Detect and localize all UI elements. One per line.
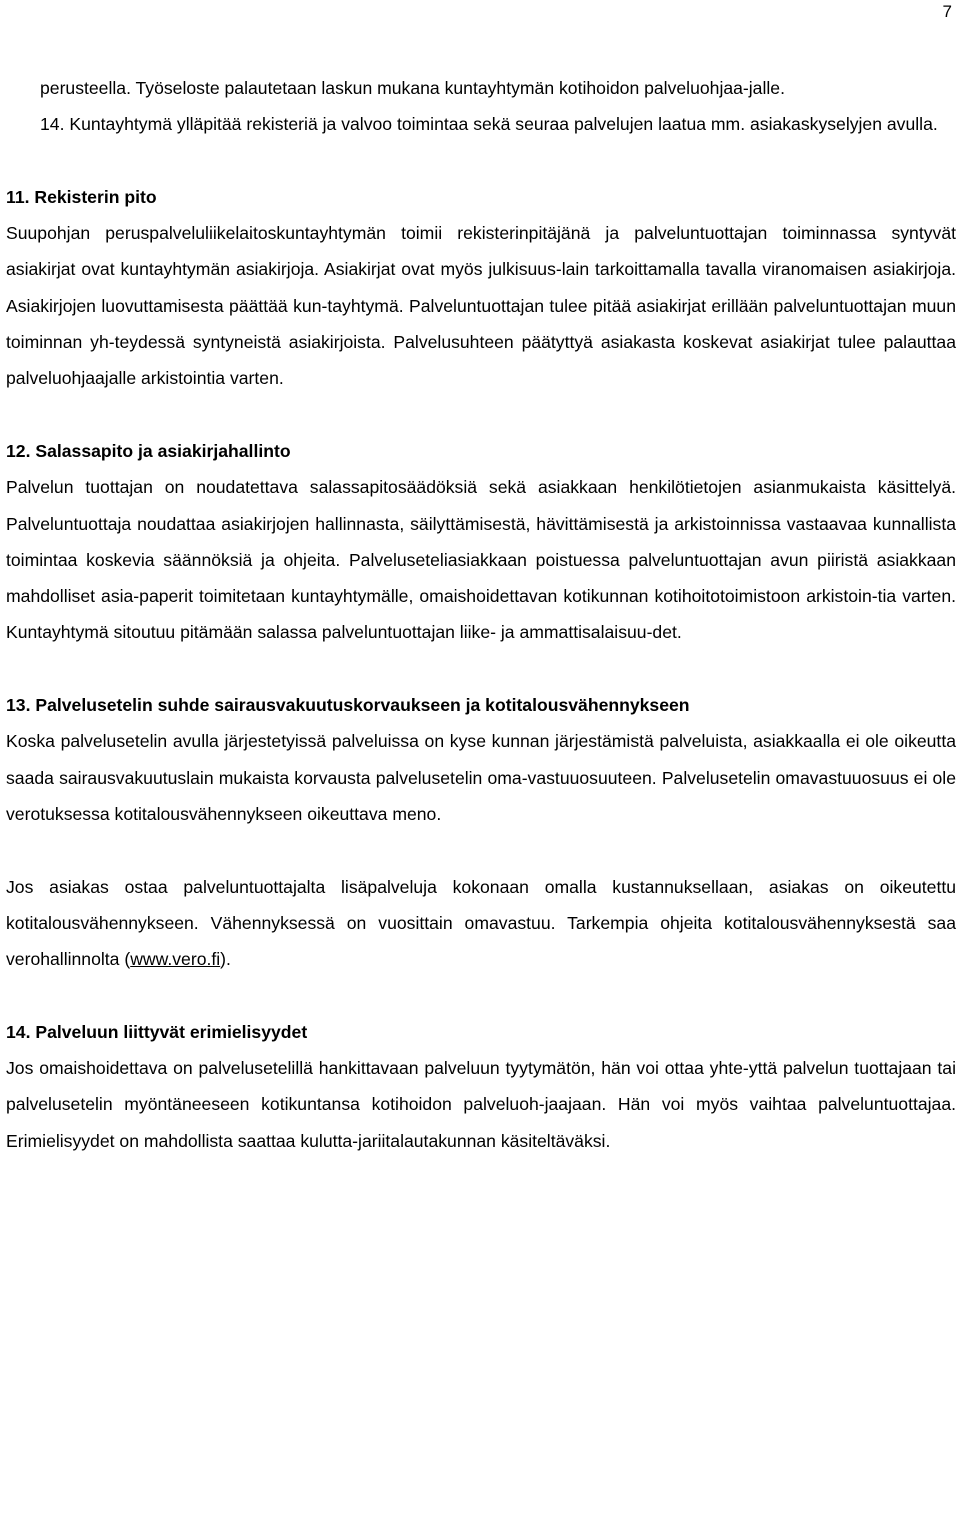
section-13-body-2	[6, 869, 956, 978]
section-13	[6, 687, 956, 977]
section-11-heading: 11. Rekisterin pito	[6, 186, 157, 207]
section-11-body: Suupohjan peruspalveluliikelaitoskuntayhtymän toimii rekisterinpitäjänä ja palveluntuottajan toiminnassa syntyvät asiakirjat ovat kuntayhtymän asiakirjoja. Asiakirjat ovat myös julkisuus-lain tarkoittamalla tavalla viranomaisen asiakirjoja. Asiakirjojen luovuttamisesta päättää kun-tayhtymä. Palveluntuottajan tulee pitää asiakirjat erillään palveluntuottajan muun toiminnan yh-teydessä syntyneistä asiakirjoista. Palvelusuhteen päätyttyä asiakasta koskevat asiakirjat tulee palauttaa palveluohjaajalle arkistointia varten.	[6, 223, 956, 389]
intro-item-14: 14. Kuntayhtymä ylläpitää rekisteriä ja valvoo toimintaa sekä seuraa palvelujen laatua mm. asiakaskyselyjen avulla.	[40, 114, 938, 135]
section-13-body-2-end: ).	[220, 949, 231, 970]
spacer	[6, 651, 956, 687]
intro-block	[6, 70, 956, 143]
section-12-heading: 12. Salassapito ja asiakirjahallinto	[6, 440, 291, 461]
section-14	[6, 1014, 956, 1159]
section-12-body: Palvelun tuottajan on noudatettava salassapitosäädöksiä sekä asiakkaan henkilötietojen asianmukaista käsittelyä. Palveluntuottaja noudattaa asiakirjojen hallinnasta, säilyttämisestä, hävittämisestä ja arkistoinnissa vastaavaa kunnallista toimintaa koskevia säännöksiä ja ohjeita. Palveluseteliasiakkaan poistuessa palveluntuottajan avun piiristä asiakkaan mahdolliset asia-paperit toimitetaan kuntayhtymälle, omaishoidettavan kotikunnan kotihoitotoimistoon arkistoin-tia varten. Kuntayhtymä sitoutuu pitämään salassa palveluntuottajan liike- ja ammattisalaisuu-det.	[6, 477, 956, 643]
vero-link[interactable]: www.vero.fi	[130, 949, 221, 970]
spacer	[6, 143, 956, 179]
section-11	[6, 179, 956, 397]
page-number: 7	[942, 2, 952, 21]
document-body	[6, 70, 956, 1159]
spacer	[6, 977, 956, 1013]
section-14-body: Jos omaishoidettava on palvelusetelillä hankittavaan palveluun tyytymätön, hän voi ottaa yhte-yttä palvelun tuottajaan tai palvelusetelin myöntäneeseen kotikuntansa kotihoidon palveluoh-jaajaan. Hän voi myös vaihtaa palveluntuottajaa. Erimielisyydet on mahdollista saattaa kulutta-jariitalautakunnan käsiteltäväksi.	[6, 1058, 956, 1151]
spacer	[6, 832, 956, 868]
spacer	[6, 397, 956, 433]
section-12	[6, 433, 956, 651]
section-13-body-2-text: Jos asiakas ostaa palveluntuottajalta lisäpalveluja kokonaan omalla kustannuksellaan, asiakas on oikeutettu kotitalousvähennykseen. Vähennyksessä on vuosittain omavastuu. Tarkempia ohjeita kotitalousvähennyksestä saa verohallinnolta (	[6, 876, 956, 970]
intro-paragraph: perusteella. Työseloste palautetaan laskun mukana kuntayhtymän kotihoidon palveluohjaa-jalle.	[40, 78, 785, 98]
section-14-heading: 14. Palveluun liittyvät erimielisyydet	[6, 1021, 308, 1042]
section-13-body-1: Koska palvelusetelin avulla järjestetyissä palveluissa on kyse kunnan järjestämistä palveluista, asiakkaalla ei ole oikeutta saada sairausvakuutuslain mukaista korvausta palvelusetelin oma-vastuuosuuteen. Palvelusetelin omavastuuosuus ei ole verotuksessa kotitalousvähennykseen oikeuttava meno.	[6, 731, 956, 824]
section-13-heading: 13. Palvelusetelin suhde sairausvakuutuskorvaukseen ja kotitalousvähennykseen	[6, 695, 690, 716]
